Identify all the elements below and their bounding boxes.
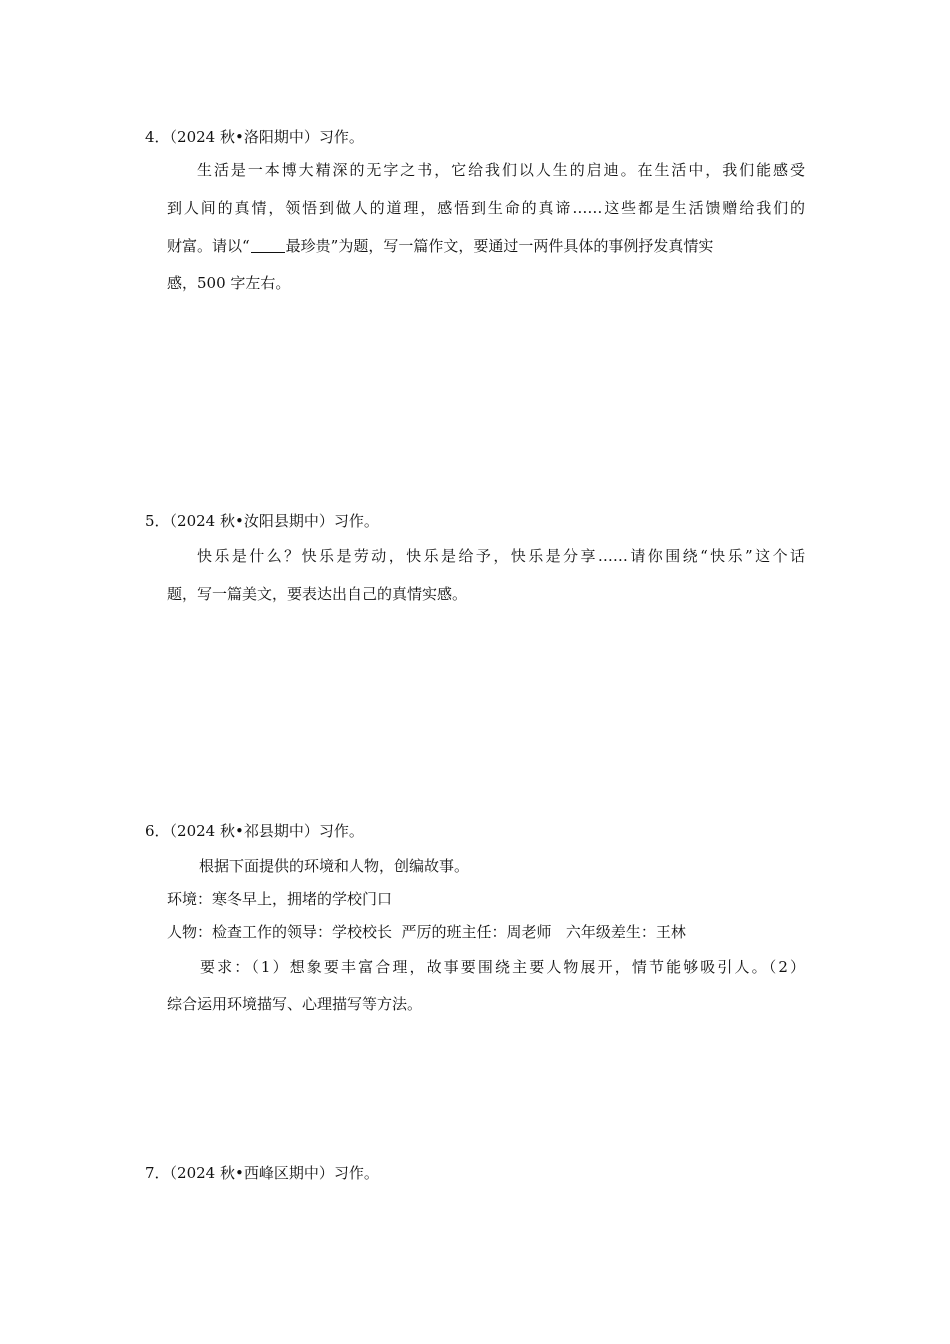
question-4-header: [145, 127, 364, 147]
question-number: 7．: [145, 1164, 170, 1182]
question-source: （2024 秋•祁县期中）习作。: [169, 822, 364, 840]
question-6-requirements-2: 综合运用环境描写、心理描写等方法。: [167, 995, 423, 1013]
question-number: 6．: [145, 822, 170, 840]
question-5-line-2: 题，写一篇美文，要表达出自己的真情实感。: [167, 585, 468, 603]
question-source: （2024 秋•洛阳期中）习作。: [169, 128, 364, 146]
question-4-line-4: 感，500 字左右。: [167, 274, 291, 292]
question-5-header: [145, 511, 379, 531]
question-6-characters: 人物：检查工作的领导：学校校长 严厉的班主任：周老师 六年级差生：王林: [167, 923, 686, 941]
question-4-line-1: 生活是一本博大精深的无字之书，它给我们以人生的启迪。在生活中，我们能感受: [197, 161, 805, 179]
question-6-environment: 环境：寒冬早上，拥堵的学校门口: [167, 890, 393, 908]
question-source: （2024 秋•汝阳县期中）习作。: [169, 512, 379, 530]
question-7-header: [145, 1163, 379, 1183]
question-6-requirements-1: 要求：（1）想象要丰富合理，故事要围绕主要人物展开，情节能够吸引人。（2）: [200, 958, 805, 976]
question-6-header: [145, 821, 364, 841]
question-4-line-2: 到人间的真情，领悟到做人的道理，感悟到生命的真谛……这些都是生活馈赠给我们的: [167, 199, 805, 217]
question-source: （2024 秋•西峰区期中）习作。: [169, 1164, 379, 1182]
question-5-line-1: 快乐是什么？快乐是劳动，快乐是给予，快乐是分享……请你围绕“快乐”这个话: [197, 547, 805, 565]
fill-in-blank: [251, 237, 285, 253]
question-number: 4．: [145, 128, 170, 146]
question-6-line-1: 根据下面提供的环境和人物，创编故事。: [199, 857, 470, 875]
question-4-line-3: 财富。请以“ 最珍贵”为题，写一篇作文，要通过一两件具体的事例抒发真情实: [167, 237, 714, 255]
question-number: 5．: [145, 512, 170, 530]
